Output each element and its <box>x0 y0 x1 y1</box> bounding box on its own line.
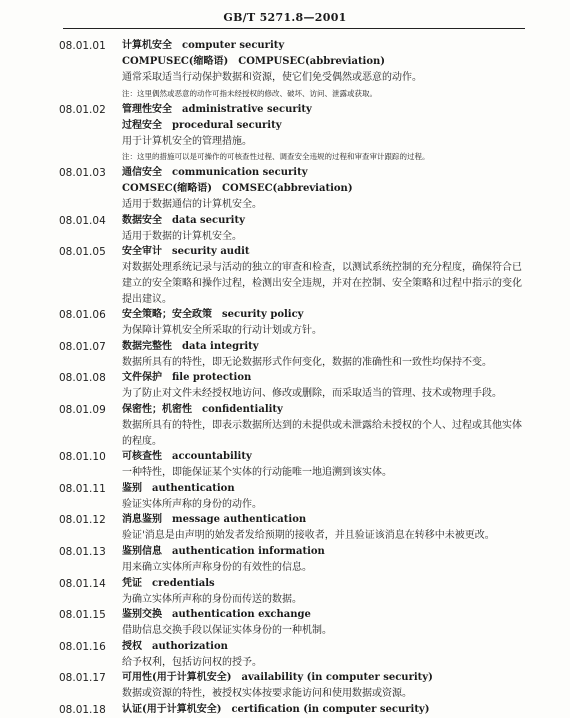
term-definition: 借助信息交换手段以保证实体身份的一种机制。 <box>122 625 332 637</box>
term-name: 文件保护 file protection <box>122 372 252 384</box>
term-name: 保密性；机密性 confidentiality <box>122 403 283 415</box>
term-entry <box>0 702 570 718</box>
term-entry <box>0 512 570 544</box>
term-number: 08.01.06 <box>59 309 106 322</box>
term-body <box>122 165 522 213</box>
term-number: 08.01.11 <box>59 482 106 495</box>
term-body <box>122 702 522 718</box>
term-number: 08.01.05 <box>59 246 106 259</box>
term-body <box>122 607 522 639</box>
header-rule <box>63 28 525 29</box>
term-definition: 验证实体所声称的身份的动作。 <box>122 498 262 510</box>
term-name: 过程安全 procedural security <box>122 119 282 131</box>
term-body <box>122 38 522 102</box>
term-name: COMPUSEC(缩略语) COMPUSEC(abbreviation) <box>122 56 386 67</box>
term-definition: 用来确立实体所声称身份的有效性的信息。 <box>122 561 312 573</box>
term-number: 08.01.13 <box>59 545 106 558</box>
term-number: 08.01.07 <box>59 340 106 353</box>
term-number: 08.01.02 <box>59 103 106 116</box>
term-number: 08.01.18 <box>59 703 106 716</box>
term-number: 08.01.03 <box>59 167 106 180</box>
term-name: 数据完整性 data integrity <box>122 340 259 352</box>
term-number: 08.01.08 <box>59 372 106 385</box>
term-number: 08.01.09 <box>59 403 106 416</box>
term-name: 数据安全 data security <box>122 214 245 226</box>
term-number: 08.01.01 <box>59 40 106 52</box>
term-entry <box>0 244 570 307</box>
term-entry <box>0 307 570 339</box>
term-definition: 适用于数据的计算机安全。 <box>122 230 242 242</box>
term-name: 可用性(用于计算机安全) availability (in computer security) <box>122 672 433 684</box>
term-name: 安全审计 security audit <box>122 246 250 258</box>
term-name: 鉴别信息 authentication information <box>122 545 325 557</box>
term-entry <box>0 102 570 166</box>
term-number: 08.01.17 <box>59 672 106 685</box>
term-name: 可核查性 accountability <box>122 451 252 463</box>
standard-header: GB/T 5271.8—2001 <box>223 11 347 24</box>
term-entry <box>0 670 570 702</box>
term-name: 计算机安全 computer security <box>122 40 285 51</box>
term-name: 通信安全 communication security <box>122 167 308 179</box>
term-definition: 为保障计算机安全所采取的行动计划或方针。 <box>122 325 322 337</box>
term-body <box>122 449 522 481</box>
term-entry <box>0 370 570 402</box>
term-definition: 数据或资源的特性，被授权实体按要求能访问和使用数据或资源。 <box>122 688 412 700</box>
term-definition: 通常采取适当行动保护数据和资源，使它们免受偶然或恶意的动作。 <box>122 72 422 83</box>
term-entry <box>0 607 570 639</box>
term-definition: 适用于数据通信的计算机安全。 <box>122 199 262 211</box>
term-entry <box>0 38 570 102</box>
term-note: 注：这里的措施可以是可操作的可核查性过程、调查安全违规的过程和审查审计跟踪的过程。 <box>122 152 430 162</box>
term-body <box>122 307 522 339</box>
term-name: 认证(用于计算机安全) certification (in computer security) <box>122 703 430 715</box>
term-name: 鉴别 authentication <box>122 482 235 494</box>
term-definition: 验证'消息是由声明的始发者发给预期的接收者，并且验证该消息在转移中未被更改。 <box>122 530 495 542</box>
term-entry <box>0 449 570 481</box>
term-number: 08.01.14 <box>59 577 106 590</box>
term-name: 安全策略；安全政策 security policy <box>122 309 304 321</box>
term-body <box>122 102 522 166</box>
term-body <box>122 244 522 307</box>
term-entry <box>0 165 570 213</box>
term-number: 08.01.12 <box>59 514 106 527</box>
term-entry <box>0 576 570 608</box>
term-entry <box>0 402 570 449</box>
term-body <box>122 512 522 544</box>
term-name: 授权 authorization <box>122 640 228 652</box>
term-definition: 对数据处理系统记录与活动的独立的审查和检查，以测试系统控制的充分程度，确保符合已建立的安全策略和操作过程，检测出安全违规，并对在控制、安全策略和过程中指示的变化提出建议。 <box>122 262 522 305</box>
term-definition: 给予权利，包括访问权的授予。 <box>122 656 262 668</box>
term-definition: 一种特性，即能保证某个实体的行动能唯一地追溯到该实体。 <box>122 467 392 479</box>
term-name: COMSEC(缩略语) COMSEC(abbreviation) <box>122 183 353 195</box>
term-body <box>122 402 522 449</box>
term-number: 08.01.16 <box>59 640 106 653</box>
term-entry <box>0 544 570 576</box>
term-body <box>122 370 522 402</box>
term-name: 鉴别交换 authentication exchange <box>122 609 311 621</box>
term-name: 管理性安全 administrative security <box>122 103 312 115</box>
term-body <box>122 339 522 371</box>
term-body <box>122 481 522 513</box>
term-entries <box>0 38 570 718</box>
term-body <box>122 639 522 671</box>
term-entry <box>0 481 570 513</box>
term-number: 08.01.10 <box>59 451 106 464</box>
term-number: 08.01.04 <box>59 214 106 227</box>
term-body <box>122 213 522 245</box>
term-definition: 为确立实体所声称的身份而传送的数据。 <box>122 593 302 605</box>
term-body <box>122 576 522 608</box>
term-note: 注：这里偶然或恶意的动作可指未经授权的修改、破坏、访问、泄露或获取。 <box>122 88 377 98</box>
term-number: 08.01.15 <box>59 609 106 622</box>
term-definition: 数据所具有的特性，即无论数据形式作何变化，数据的准确性和一致性均保持不变。 <box>122 356 492 368</box>
term-definition: 为了防止对文件未经授权地访问、修改或删除，而采取适当的管理、技术或物理手段。 <box>122 388 502 400</box>
term-entry <box>0 213 570 245</box>
term-definition: 用于计算机安全的管理措施。 <box>122 135 252 147</box>
term-entry <box>0 639 570 671</box>
term-name: 消息鉴别 message authentication <box>122 514 307 526</box>
term-name: 凭证 credentials <box>122 577 215 589</box>
term-body <box>122 670 522 702</box>
term-entry <box>0 339 570 371</box>
term-definition: 数据所具有的特性，即表示数据所达到的未提供或未泄露给未授权的个人、过程或其他实体的程度。 <box>122 419 522 447</box>
term-body <box>122 544 522 576</box>
